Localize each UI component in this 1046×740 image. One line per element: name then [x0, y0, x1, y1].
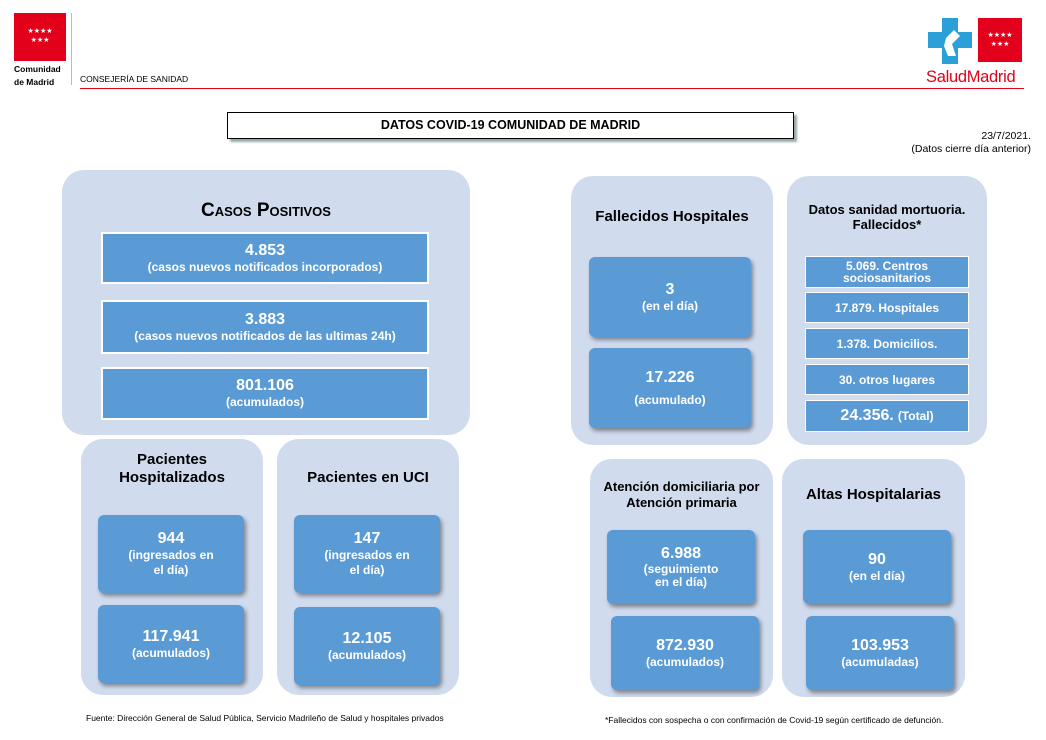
salud-madrid-wordmark: SaludMadrid	[926, 68, 1016, 86]
altas-acumuladas-card	[806, 616, 954, 690]
altas-hospitalarias-panel	[782, 459, 965, 697]
uci-acumulados-card	[294, 607, 440, 685]
casos-24h-card	[101, 300, 429, 354]
altas-dia-label: (en el día)	[848, 568, 905, 583]
flag-stars-row2: ★★★	[30, 37, 50, 44]
panel-title	[787, 202, 987, 232]
mortuoria-total-value: 24.356.	[840, 407, 894, 424]
panel-title	[590, 479, 773, 511]
domiciliaria-dia-label1: (seguimiento	[643, 562, 719, 576]
logo-text-line2: de Madrid	[14, 76, 55, 87]
altas-acumuladas-value: 103.953	[851, 636, 909, 654]
domiciliaria-acumulados-card	[611, 616, 759, 690]
panel-title: Fallecidos Hospitales	[595, 208, 749, 225]
date-value: 23/7/2021.	[981, 130, 1031, 142]
medical-cross-icon	[926, 16, 974, 66]
uci-acumulados-label: (acumulados)	[327, 647, 406, 662]
mortuoria-centros-card	[805, 256, 969, 288]
casos-nuevos-value: 4.853	[244, 241, 286, 259]
panel-title: Casos Positivos	[201, 200, 331, 221]
uci-dia-label2: el día)	[349, 563, 385, 577]
hospitalizados-panel	[81, 439, 263, 695]
panel-title: Pacientes en UCI	[307, 469, 429, 486]
uci-acumulados-value: 12.105	[342, 629, 392, 647]
mortuoria-centros-line1: 5.069. Centros	[845, 259, 929, 273]
domiciliaria-dia-card	[607, 530, 755, 604]
comunidad-madrid-logo	[14, 13, 66, 85]
uci-panel	[277, 439, 459, 695]
date-note: (Datos cierre día anterior)	[911, 143, 1031, 155]
consejeria-label: CONSEJERÍA DE SANIDAD	[80, 74, 189, 84]
hospitalizados-dia-label2: el día)	[153, 563, 189, 577]
madrid-flag-icon	[14, 13, 66, 61]
title-line2: Atención primaria	[626, 495, 737, 510]
hospitalizados-acumulados-card	[98, 605, 244, 683]
title-line1: Datos sanidad mortuoria.	[808, 202, 966, 217]
casos-24h-label: (casos nuevos notificados de las ultimas 24h)	[134, 328, 396, 343]
logo-text-line1: Comunidad	[14, 64, 61, 74]
flag-stars-row1: ★★★★	[987, 32, 1013, 39]
mortuoria-domicilios-card: 1.378. Domicilios.	[805, 328, 969, 359]
flag-stars-row1: ★★★★	[27, 28, 53, 35]
fallecidos-footnote: *Fallecidos con sospecha o con confirmación de Covid-19 según certificado de defunción.	[605, 715, 944, 725]
domiciliaria-acumulados-value: 872.930	[656, 636, 714, 654]
title-line2: Hospitalizados	[119, 469, 225, 486]
domiciliaria-dia-label2: en el día)	[654, 575, 707, 589]
madrid-flag-small-icon	[978, 18, 1022, 62]
mortuoria-centros-line2: sociosanitarios	[842, 271, 932, 285]
flag-stars-row2: ★★★	[990, 41, 1010, 48]
hospitalizados-dia-value: 944	[157, 530, 185, 547]
mortuoria-panel	[787, 176, 987, 445]
header-divider	[71, 13, 72, 85]
title-line1: Atención domiciliaria por	[603, 479, 760, 494]
casos-acumulados-value: 801.106	[236, 377, 294, 394]
mortuoria-total-label: (Total)	[897, 409, 934, 423]
altas-dia-value: 90	[868, 550, 886, 568]
fallecidos-panel	[571, 176, 773, 445]
panel-title	[81, 451, 263, 487]
casos-acumulados-card	[101, 367, 429, 420]
salud-madrid-logo	[924, 16, 1024, 88]
fallecidos-acumulado-card	[589, 348, 751, 428]
casos-24h-value: 3.883	[244, 310, 286, 328]
hospitalizados-dia-card	[98, 515, 244, 593]
page-title: DATOS COVID-19 COMUNIDAD DE MADRID	[227, 112, 794, 139]
title-line1: Pacientes	[136, 451, 208, 468]
altas-dia-card	[803, 530, 951, 604]
casos-nuevos-label: (casos nuevos notificados incorporados)	[147, 259, 383, 274]
hospitalizados-acumulados-label: (acumulados)	[131, 645, 210, 660]
altas-acumuladas-label: (acumuladas)	[841, 654, 919, 669]
atencion-domiciliaria-panel	[590, 459, 773, 697]
casos-positivos-panel	[62, 170, 470, 435]
fallecidos-acumulado-label: (acumulado)	[634, 392, 706, 407]
header-rule	[80, 88, 1024, 89]
uci-dia-value: 147	[353, 530, 381, 547]
uci-dia-label1: (ingresados en	[324, 548, 410, 562]
report-date	[900, 130, 1031, 156]
mortuoria-total-card	[805, 400, 969, 432]
uci-dia-card	[294, 515, 440, 593]
fallecidos-dia-card	[589, 257, 751, 337]
hospitalizados-acumulados-value: 117.941	[142, 627, 200, 645]
domiciliaria-dia-value: 6.988	[660, 545, 702, 562]
title-line2: Fallecidos*	[852, 217, 922, 232]
hospitalizados-dia-label1: (ingresados en	[128, 548, 214, 562]
casos-nuevos-card	[101, 232, 429, 284]
casos-acumulados-label: (acumulados)	[225, 395, 304, 409]
fallecidos-dia-label: (en el día)	[641, 298, 698, 313]
panel-title: Altas Hospitalarias	[805, 486, 942, 503]
source-footnote: Fuente: Dirección General de Salud Pública, Servicio Madrileño de Salud y hospitales privados	[86, 713, 444, 723]
domiciliaria-acumulados-label: (acumulados)	[645, 654, 724, 669]
fallecidos-dia-value: 3	[665, 280, 675, 298]
mortuoria-otros-card: 30. otros lugares	[805, 364, 969, 395]
mortuoria-hospitales-card: 17.879. Hospitales	[805, 292, 969, 323]
fallecidos-acumulado-value: 17.226	[645, 368, 695, 386]
